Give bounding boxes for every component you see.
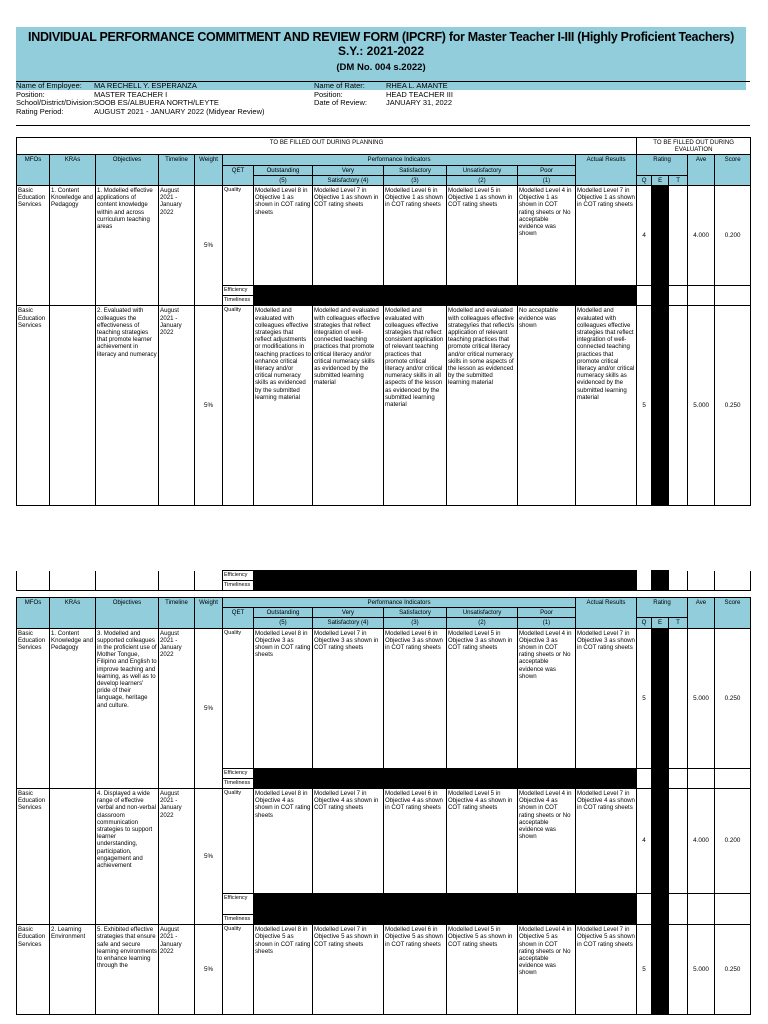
evaluation-header: TO BE FILLED OUT DURING EVALUATION [637,138,751,155]
col-satisfactory-num: (3) [384,175,447,185]
qet-timeliness: Timeliness [223,778,254,788]
actual-results: Modelled Level 7 in Objective 1 as shown in COT rating sheets [576,186,637,286]
col-objectives: Objectives [96,598,159,629]
info-bottom-border [16,125,750,126]
col-kras: KRAs [50,155,96,186]
row-kra [50,306,96,506]
efficiency-blackout [254,286,637,306]
employee-position: MASTER TEACHER I [94,89,168,99]
ipcrf-table-page2 [16,597,751,1015]
col-weight: Weight [195,598,223,629]
row-weight: 5% [195,628,223,788]
qet-timeliness: Timeliness [223,915,254,925]
indicator-unsatisfactory: Modelled Level 5 in Objective 1 as shown in COT rating sheets [447,186,518,286]
col-timeline: Timeline [159,598,195,629]
rating-e-blackout [652,925,669,1015]
rating-score: 0.250 [715,925,751,1015]
actual-results: Modelled Level 7 in Objective 5 as shown in COT rating sheets [576,925,637,1015]
form-title: INDIVIDUAL PERFORMANCE COMMITMENT AND REVIEW FORM (IPCRF) for Master Teacher I-III (Highly Proficient Teachers) [28,30,734,44]
row-weight: 5% [195,306,223,506]
efficiency-blackout [254,571,637,591]
rating-ave: 4.000 [688,186,715,286]
actual-results: Modelled and evaluated with colleagues effective strategies that reflect integration of well-connected teaching practices that promote critical literacy and/or critical numeracy skills as evidenced by the submitted learning material [576,306,637,506]
row-objective: 3. Modelled and supported colleagues in the proficient use of Mother Tongue, Filipino and English to improve teaching and learning, as well as to develop learners' pride of their language, heritage and culture. [96,628,159,788]
rating-e-blackout [652,789,669,925]
row-objective: 4. Displayed a wide range of effective verbal and non-verbal classroom communication strategies to support learner understanding, participation, engagement and achievement [96,789,159,925]
row-timeline: August 2021 - January 2022 [159,306,195,506]
indicator-very-satisfactory: Modelled Level 7 in Objective 1 as shown in COT rating sheets [313,186,384,286]
col-poor: Poor [518,165,576,175]
indicator-outstanding: Modelled Level 8 in Objective 3 as shown in COT rating sheets [254,628,313,768]
indicator-unsatisfactory: Modelled and evaluated with colleagues effective strategy/ies that reflect/s application of relevant teaching practices that promote critical literacy and/or critical numeracy skills in some aspects of the lesson as evidenced by the submitted learning material [447,306,518,506]
row-objective: 2. Evaluated with colleagues the effectiveness of teaching strategies that promote learner achievement in literacy and numeracy [96,306,159,506]
col-rating: Rating [637,155,688,175]
rating-t [669,186,688,286]
col-poor-num: (1) [518,175,576,185]
rater-position: HEAD TEACHER III [386,89,453,99]
rating-ave: 5.000 [688,306,715,506]
row-timeline: August 2021 - January 2022 [159,186,195,306]
indicator-satisfactory: Modelled Level 6 in Objective 5 as shown in COT rating sheets [384,925,447,1015]
row-mfo: Basic Education Services [17,306,50,506]
col-q: Q [637,175,652,185]
rating-t [669,306,688,506]
indicator-satisfactory: Modelled Level 6 in Objective 3 as shown in COT rating sheets [384,628,447,768]
school-year: S.Y.: 2021-2022 [337,44,425,58]
col-t: T [669,618,688,628]
row-objective: 1. Modelled effective applications of content knowledge within and across curriculum teaching areas [96,186,159,306]
col-satisfactory-num: (3) [384,618,447,628]
row-timeline: August 2021 - January 2022 [159,925,195,1015]
col-objectives: Objectives [96,155,159,186]
col-mfos: MFOs [17,598,50,629]
rating-ave: 5.000 [688,925,715,1015]
rating-ave: 5.000 [688,628,715,768]
col-weight: Weight [195,155,223,186]
col-qet: QET [223,608,254,628]
rating-score: 0.200 [715,186,751,286]
indicator-outstanding: Modelled Level 8 in Objective 5 as shown in COT rating sheets [254,925,313,1015]
blank-cell [688,768,715,788]
row-kra: 1. Content Knowledge and Pedagogy [50,628,96,788]
planning-header: TO BE FILLED OUT DURING PLANNING [17,138,637,155]
indicator-outstanding: Modelled Level 8 in Objective 4 as shown in COT rating sheets [254,789,313,894]
col-unsatisfactory-num: (2) [447,175,518,185]
page-break [0,509,768,570]
col-t: T [669,175,688,185]
rating-t [669,628,688,768]
info-top-border [16,81,750,82]
rating-e-blackout [652,306,669,506]
rater-position-label: Position: [314,89,343,99]
rater-name: RHEA L. AMANTE [386,81,448,90]
col-outstanding-num: (5) [254,618,313,628]
efficiency-blackout [254,768,637,788]
school-label: School/District/Division: [16,98,95,108]
actual-results: Modelled Level 7 in Objective 4 as shown in COT rating sheets [576,789,637,894]
blank-cell [688,286,715,306]
rating-e-blackout [652,571,669,591]
table-row [17,306,751,506]
rater-name-label: Name of Rater: [314,81,365,90]
row-objective: 5. Exhibited effective strategies that ensure safe and secure learning environments to enhance learning through the [96,925,159,1015]
indicator-poor: Modelled Level 4 in Objective 5 as shown in COT rating sheets or No acceptable evidence was shown [518,925,576,1015]
col-poor-num: (1) [518,618,576,628]
indicator-very-satisfactory: Modelled Level 7 in Objective 4 as shown in COT rating sheets [313,789,384,894]
employee-name: MA RECHELL Y. ESPERANZA [94,81,197,90]
performance-indicators-header: Performance Indicators [223,155,576,165]
blank-cell [669,768,688,788]
indicator-satisfactory: Modelled and evaluated with colleagues effective strategies that reflect consistent application of relevant teaching practices that promote critical literacy and/or critical numeracy skills in all aspects of the lesson as evidenced by the submitted learning material [384,306,447,506]
col-very-num: Satisfactory (4) [313,618,384,628]
qet-quality: Quality [223,925,254,1015]
rating-period-label: Rating Period: [16,107,64,117]
qet-efficiency: Efficiency [223,286,254,296]
indicator-poor: Modelled Level 4 in Objective 1 as shown in COT rating sheets or No acceptable evidence was shown [518,186,576,286]
col-e: E [652,175,669,185]
col-e: E [652,618,669,628]
col-satisfactory: Satisfactory [384,608,447,618]
ipcrf-table-page1 [16,137,751,506]
table-row [17,186,751,286]
employee-name-label: Name of Employee: [16,81,82,90]
rating-e-blackout [652,628,669,788]
rating-q: 4 [637,789,652,894]
col-satisfactory: Satisfactory [384,165,447,175]
row-mfo: Basic Education Services [17,789,50,925]
indicator-satisfactory: Modelled Level 6 in Objective 1 as shown in COT rating sheets [384,186,447,286]
indicator-poor: Modelled Level 4 in Objective 4 as shown in COT rating sheets or No acceptable evidence was shown [518,789,576,894]
indicator-very-satisfactory: Modelled Level 7 in Objective 3 as shown in COT rating sheets [313,628,384,768]
rating-period: AUGUST 2021 - JANUARY 2022 (Midyear Review) [94,107,265,117]
row-kra [50,789,96,925]
col-very: Very [313,165,384,175]
col-outstanding: Outstanding [254,165,313,175]
blank-cell [715,768,751,788]
qet-quality: Quality [223,186,254,286]
blank-cell [715,286,751,306]
row-timeline: August 2021 - January 2022 [159,628,195,788]
row-weight: 5% [195,789,223,925]
employee-position-label: Position: [16,89,45,99]
performance-indicators-header: Performance Indicators [223,598,576,608]
row-kra: 1. Content Knowledge and Pedagogy [50,186,96,306]
col-ave: Ave [688,598,715,629]
employee-info [16,82,306,117]
actual-results: Modelled Level 7 in Objective 3 as shown in COT rating sheets [576,628,637,768]
rating-ave: 4.000 [688,789,715,894]
col-timeline: Timeline [159,155,195,186]
col-qet: QET [223,165,254,185]
qet-efficiency: Efficiency [223,768,254,778]
col-unsatisfactory: Unsatisfactory [447,608,518,618]
table-row [17,789,751,894]
col-unsatisfactory: Unsatisfactory [447,165,518,175]
indicator-satisfactory: Modelled Level 6 in Objective 4 as shown in COT rating sheets [384,789,447,894]
indicator-poor: Modelled Level 4 in Objective 3 as shown in COT rating sheets or No acceptable evidence was shown [518,628,576,768]
col-mfos: MFOs [17,155,50,186]
review-date-label: Date of Review: [314,98,367,108]
qet-quality: Quality [223,628,254,768]
qet-timeliness: Timeliness [223,296,254,306]
col-very-num: Satisfactory (4) [313,175,384,185]
row-timeline: August 2021 - January 2022 [159,789,195,925]
ipcrf-table-page2-remnant [16,570,751,591]
indicator-outstanding: Modelled and evaluated with colleagues effective strategies that reflect adjustments or modifications in teaching practices to enhance critical literacy and/or critical numeracy skills as evidenced by the submitted learning material [254,306,313,506]
indicator-very-satisfactory: Modelled Level 7 in Objective 5 as shown in COT rating sheets [313,925,384,1015]
qet-quality: Quality [223,789,254,894]
rating-q: 4 [637,186,652,286]
blank-cell [669,286,688,306]
rating-q: 5 [637,628,652,768]
table-row [17,628,751,768]
rating-q: 5 [637,306,652,506]
qet-efficiency: Efficiency [223,894,254,915]
rater-info [314,82,514,108]
rating-score: 0.250 [715,628,751,768]
qet-timeliness: Timeliness [223,581,254,591]
row-mfo: Basic Education Services [17,925,50,1015]
col-actual-results: Actual Results [576,598,637,629]
col-outstanding: Outstanding [254,608,313,618]
col-rating: Rating [637,598,688,618]
rating-e-blackout [652,186,669,306]
col-unsatisfactory-num: (2) [447,618,518,628]
qet-efficiency: Efficiency [223,571,254,581]
memo-reference: (DM No. 004 s.2022) [336,62,426,73]
rating-score: 0.250 [715,306,751,506]
blank-cell [637,768,652,788]
col-actual-results: Actual Results [576,155,637,186]
col-q: Q [637,618,652,628]
row-weight: 5% [195,925,223,1015]
row-mfo: Basic Education Services [17,628,50,788]
row-weight: 5% [195,186,223,306]
indicator-very-satisfactory: Modelled and evaluated with colleagues effective strategies that reflect integration of well-connected teaching practices that promote critical literacy and/or critical numeracy skills as evidenced by the submitted learning material [313,306,384,506]
row-mfo: Basic Education Services [17,186,50,306]
indicator-outstanding: Modelled Level 8 in Objective 1 as shown in COT rating sheets [254,186,313,286]
blank-cell [688,894,715,925]
qet-quality: Quality [223,306,254,506]
indicator-unsatisfactory: Modelled Level 5 in Objective 4 as shown in COT rating sheets [447,789,518,894]
row-kra: 2. Learning Environment [50,925,96,1015]
col-kras: KRAs [50,598,96,629]
rating-q: 5 [637,925,652,1015]
col-outstanding-num: (5) [254,175,313,185]
rating-score: 0.200 [715,789,751,894]
rating-t [669,925,688,1015]
rating-t [669,789,688,894]
school-value: SOOB ES/ALBUERA NORTH/LEYTE [94,98,219,108]
review-date: JANUARY 31, 2022 [386,98,453,108]
col-score: Score [715,155,751,186]
indicator-unsatisfactory: Modelled Level 5 in Objective 5 as shown in COT rating sheets [447,925,518,1015]
blank-cell [715,894,751,925]
indicator-unsatisfactory: Modelled Level 5 in Objective 3 as shown in COT rating sheets [447,628,518,768]
col-very: Very [313,608,384,618]
col-poor: Poor [518,608,576,618]
col-score: Score [715,598,751,629]
col-ave: Ave [688,155,715,186]
blank-cell [637,286,652,306]
table-row [17,925,751,1015]
indicator-poor: No acceptable evidence was shown [518,306,576,506]
efficiency-blackout [254,894,637,925]
blank-cell [669,894,688,925]
blank-cell [637,894,652,925]
